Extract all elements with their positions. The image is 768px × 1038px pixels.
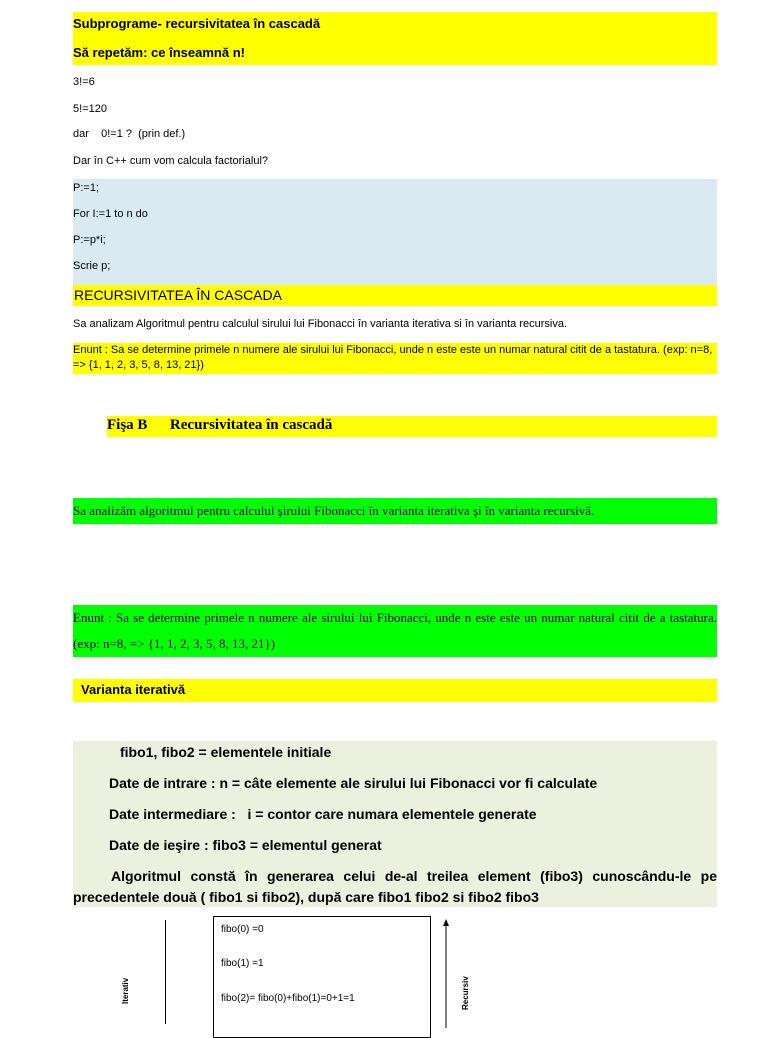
factorial-line-1: 3!=6 xyxy=(73,76,95,88)
section-heading xyxy=(73,285,717,306)
recursiv-axis-label: Recursiv xyxy=(461,976,470,1010)
section-intro: Sa analizam Algoritmul pentru calculul sirului lui Fibonacci în varianta iterativa si în varianta recursiva. xyxy=(73,318,568,330)
factorial-question: Dar în C++ cum vom calcula factorialul? xyxy=(73,155,269,167)
fisa-heading xyxy=(107,416,717,437)
fibo-box xyxy=(213,916,431,1038)
iterativ-line-5: Algoritmul constă în generarea celui de-al treilea element (fibo3) cunoscându-le pe precedentele două ( fibo1 si fibo2), după care fibo1 fibo2 si fibo2 fibo3 xyxy=(73,868,717,905)
fibo-item: fibo(2)= fibo(0)+fibo(1)=0+1=1 xyxy=(221,993,355,1004)
page-title: Subprograme- recursivitatea în cascadă xyxy=(73,16,321,31)
fisa-heading-text: Fişa B Recursivitatea în cascadă xyxy=(107,417,333,433)
iterativ-heading xyxy=(73,679,717,702)
page-subtitle: Să repetăm: ce înseamnă n! xyxy=(73,45,245,60)
iterativ-block xyxy=(73,741,717,907)
iterativ-line-3: Date intermediare : i = contor care numara elementele generate xyxy=(109,806,537,822)
code-line: For I:=1 to n do xyxy=(73,208,148,220)
factorial-line-3: dar 0!=1 ? (prin def.) xyxy=(73,128,186,140)
iterativ-line-2: Date de intrare : n = câte elemente ale sirului lui Fibonacci vor fi calculate xyxy=(109,775,598,791)
code-line: P:=1; xyxy=(73,182,99,194)
fisa-enunt: Enunt : Sa se determine primele n numere ale sirului lui Fibonacci, unde n este este un numar natural citit de a tastatura. (exp: n=8, => {1, 1, 2, 3, 5, 8, 13, 21}) xyxy=(73,605,717,657)
code-line: Scrie p; xyxy=(73,260,111,272)
enunt-block: Enunt : Sa se determine primele n numere ale sirului lui Fibonacci, unde n este este un numar natural citit de a tastatura. (exp: n=8, => {1, 1, 2, 3, 5, 8, 13, 21}) xyxy=(73,343,717,374)
code-line: P:=p*i; xyxy=(73,234,106,246)
iterativ-line-1: fibo1, fibo2 = elementele initiale xyxy=(120,744,332,760)
fibo-item: fibo(1) =1 xyxy=(221,958,264,969)
factorial-line-2: 5!=120 xyxy=(73,103,107,115)
iterativ-heading-text: Varianta iterativă xyxy=(81,682,186,697)
iterativ-line-4: Date de ieşire : fibo3 = elementul generat xyxy=(109,837,382,853)
fibo-item: fibo(0) =0 xyxy=(221,924,264,935)
section-heading-text: RECURSIVITATEA ÎN CASCADA xyxy=(74,287,282,303)
arrow-up-icon xyxy=(440,918,452,1028)
code-block xyxy=(73,179,717,285)
iterativ-axis-label: Iterativ xyxy=(121,977,130,1004)
fisa-intro: Sa analizăm algoritmul pentru calculul şirului Fibonacci în varianta iterativa şi în varianta recursivă. xyxy=(73,498,717,524)
header-block xyxy=(73,12,717,65)
iterativ-axis-line xyxy=(165,920,166,1024)
